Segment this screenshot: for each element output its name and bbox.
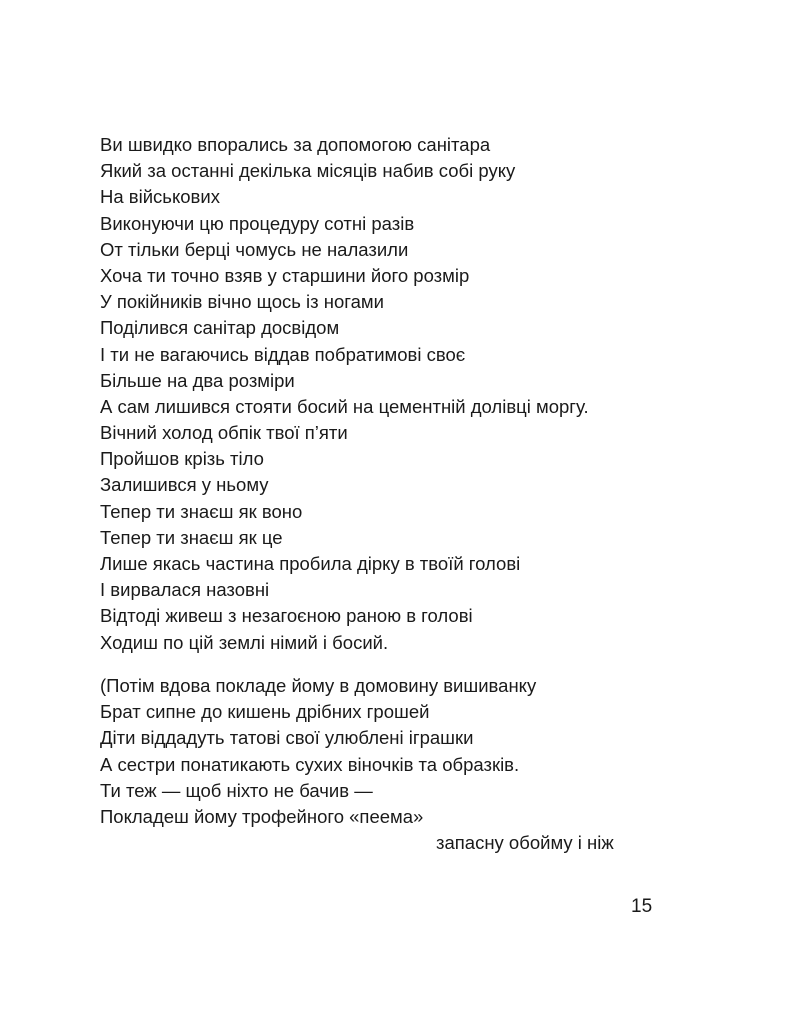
poem-stanza-1 (100, 132, 700, 656)
poem-line: Який за останні декілька місяців набив собі руку (100, 160, 516, 182)
poem-line: Тепер ти знаєш як це (100, 526, 283, 548)
poem-stanza-2 (100, 673, 700, 856)
poem-line: Тепер ти знаєш як воно (100, 500, 303, 522)
poem-line: І вирвалася назовні (100, 579, 270, 601)
poem-line: Ходиш по цій землі німий і босий. (100, 631, 389, 653)
poem-line: Хоча ти точно взяв у старшини його розмір (100, 264, 470, 286)
poem-line: Покладеш йому трофейного «пеема» (100, 805, 424, 827)
poem-line: Виконуючи цю процедуру сотні разів (100, 212, 415, 234)
poem-line: А сам лишився стояти босий на цементній долівці моргу. (100, 395, 589, 417)
poem-line: Лише якась частина пробила дірку в твоїй голові (100, 553, 521, 574)
poem-line: Ви швидко впорались за допомогою санітара (100, 134, 491, 155)
page-number: 15 (631, 896, 653, 917)
poem-line: А сестри понатикають сухих віночків та образків. (100, 753, 520, 775)
poem-line: Більше на два розміри (100, 369, 295, 391)
poem-line: От тільки берці чомусь не налазили (100, 238, 409, 260)
poem-line: Ти теж — щоб ніхто не бачив — (100, 779, 373, 801)
poem-line: У покійників вічно щось із ногами (100, 291, 384, 313)
poem-line: Брат сипне до кишень дрібних грошей (100, 701, 430, 723)
poem-line: І ти не вагаючись віддав побратимові своє (100, 343, 466, 365)
poem-line: Діти віддадуть татові свої улюблені іграшки (100, 727, 474, 749)
poem-line: Відтоді живеш з незагоєною раною в голові (100, 605, 473, 627)
poem-line: Пройшов крізь тіло (100, 448, 264, 470)
poem-line: Залишився у ньому (100, 474, 269, 496)
poem-line: На військових (100, 186, 220, 208)
poem-line-indented: запасну обойму і ніж (436, 832, 614, 854)
poem-line: Поділився санітар досвідом (100, 317, 340, 339)
poem-line: (Потім вдова покладе йому в домовину вишиванку (100, 675, 537, 696)
poem-line: Вічний холод обпік твої п’яти (100, 422, 348, 444)
